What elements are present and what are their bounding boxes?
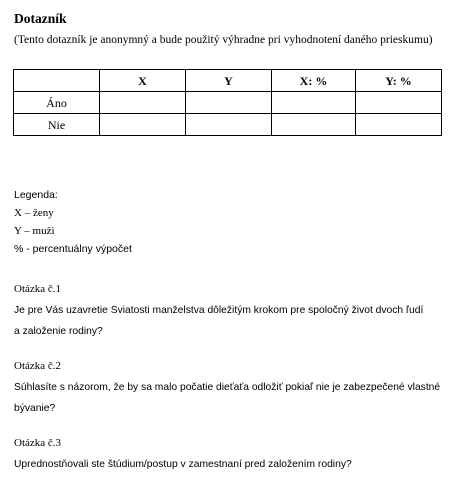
question-label: Otázka č.1 <box>14 283 62 295</box>
document-title: Dotazník <box>14 11 67 26</box>
table-cell[interactable] <box>272 114 356 136</box>
question-3 <box>14 433 454 475</box>
question-label: Otázka č.3 <box>14 437 62 449</box>
question-text-line: a založenie rodiny? <box>14 326 103 337</box>
legend-item-y: Y – muži <box>14 225 55 237</box>
row-label-ano: Áno <box>14 92 100 114</box>
table-cell[interactable] <box>186 92 272 114</box>
table-header-x: X <box>100 70 186 92</box>
legend <box>14 186 132 258</box>
legend-title: Legenda: <box>14 189 58 201</box>
question-text-line: bývanie? <box>14 403 56 414</box>
table-header-y: Y <box>186 70 272 92</box>
question-label: Otázka č.2 <box>14 360 62 372</box>
table-header-y-percent: Y: % <box>356 70 442 92</box>
table-cell[interactable] <box>356 114 442 136</box>
table-cell[interactable] <box>100 92 186 114</box>
table-header-corner <box>14 70 100 92</box>
answer-table <box>13 69 442 136</box>
legend-item-x: X – ženy <box>14 207 54 219</box>
table-row <box>14 92 442 114</box>
table-cell[interactable] <box>356 92 442 114</box>
legend-item-percent: % - percentuálny výpočet <box>14 243 132 255</box>
question-text-line: Je pre Vás uzavretie Sviatosti manželstva dôležitým krokom pre spoločný život dvoch ľudí <box>14 305 424 316</box>
document-subtitle: (Tento dotazník je anonymný a bude použitý výhradne pri vyhodnotení daného prieskumu) <box>14 34 433 46</box>
question-text-line: Súhlasíte s názorom, že by sa malo počatie dieťaťa odložiť pokiaľ nie je zabezpečené vlastné <box>14 382 441 393</box>
table-row <box>14 114 442 136</box>
table-cell[interactable] <box>272 92 356 114</box>
table-cell[interactable] <box>186 114 272 136</box>
question-text-line: Uprednostňovali ste štúdium/postup v zamestnaní pred založením rodiny? <box>14 459 352 470</box>
table-header-row <box>14 70 442 92</box>
row-label-nie: Nie <box>14 114 100 136</box>
question-2 <box>14 356 454 419</box>
table-cell[interactable] <box>100 114 186 136</box>
question-1 <box>14 279 454 342</box>
table-header-x-percent: X: % <box>272 70 356 92</box>
